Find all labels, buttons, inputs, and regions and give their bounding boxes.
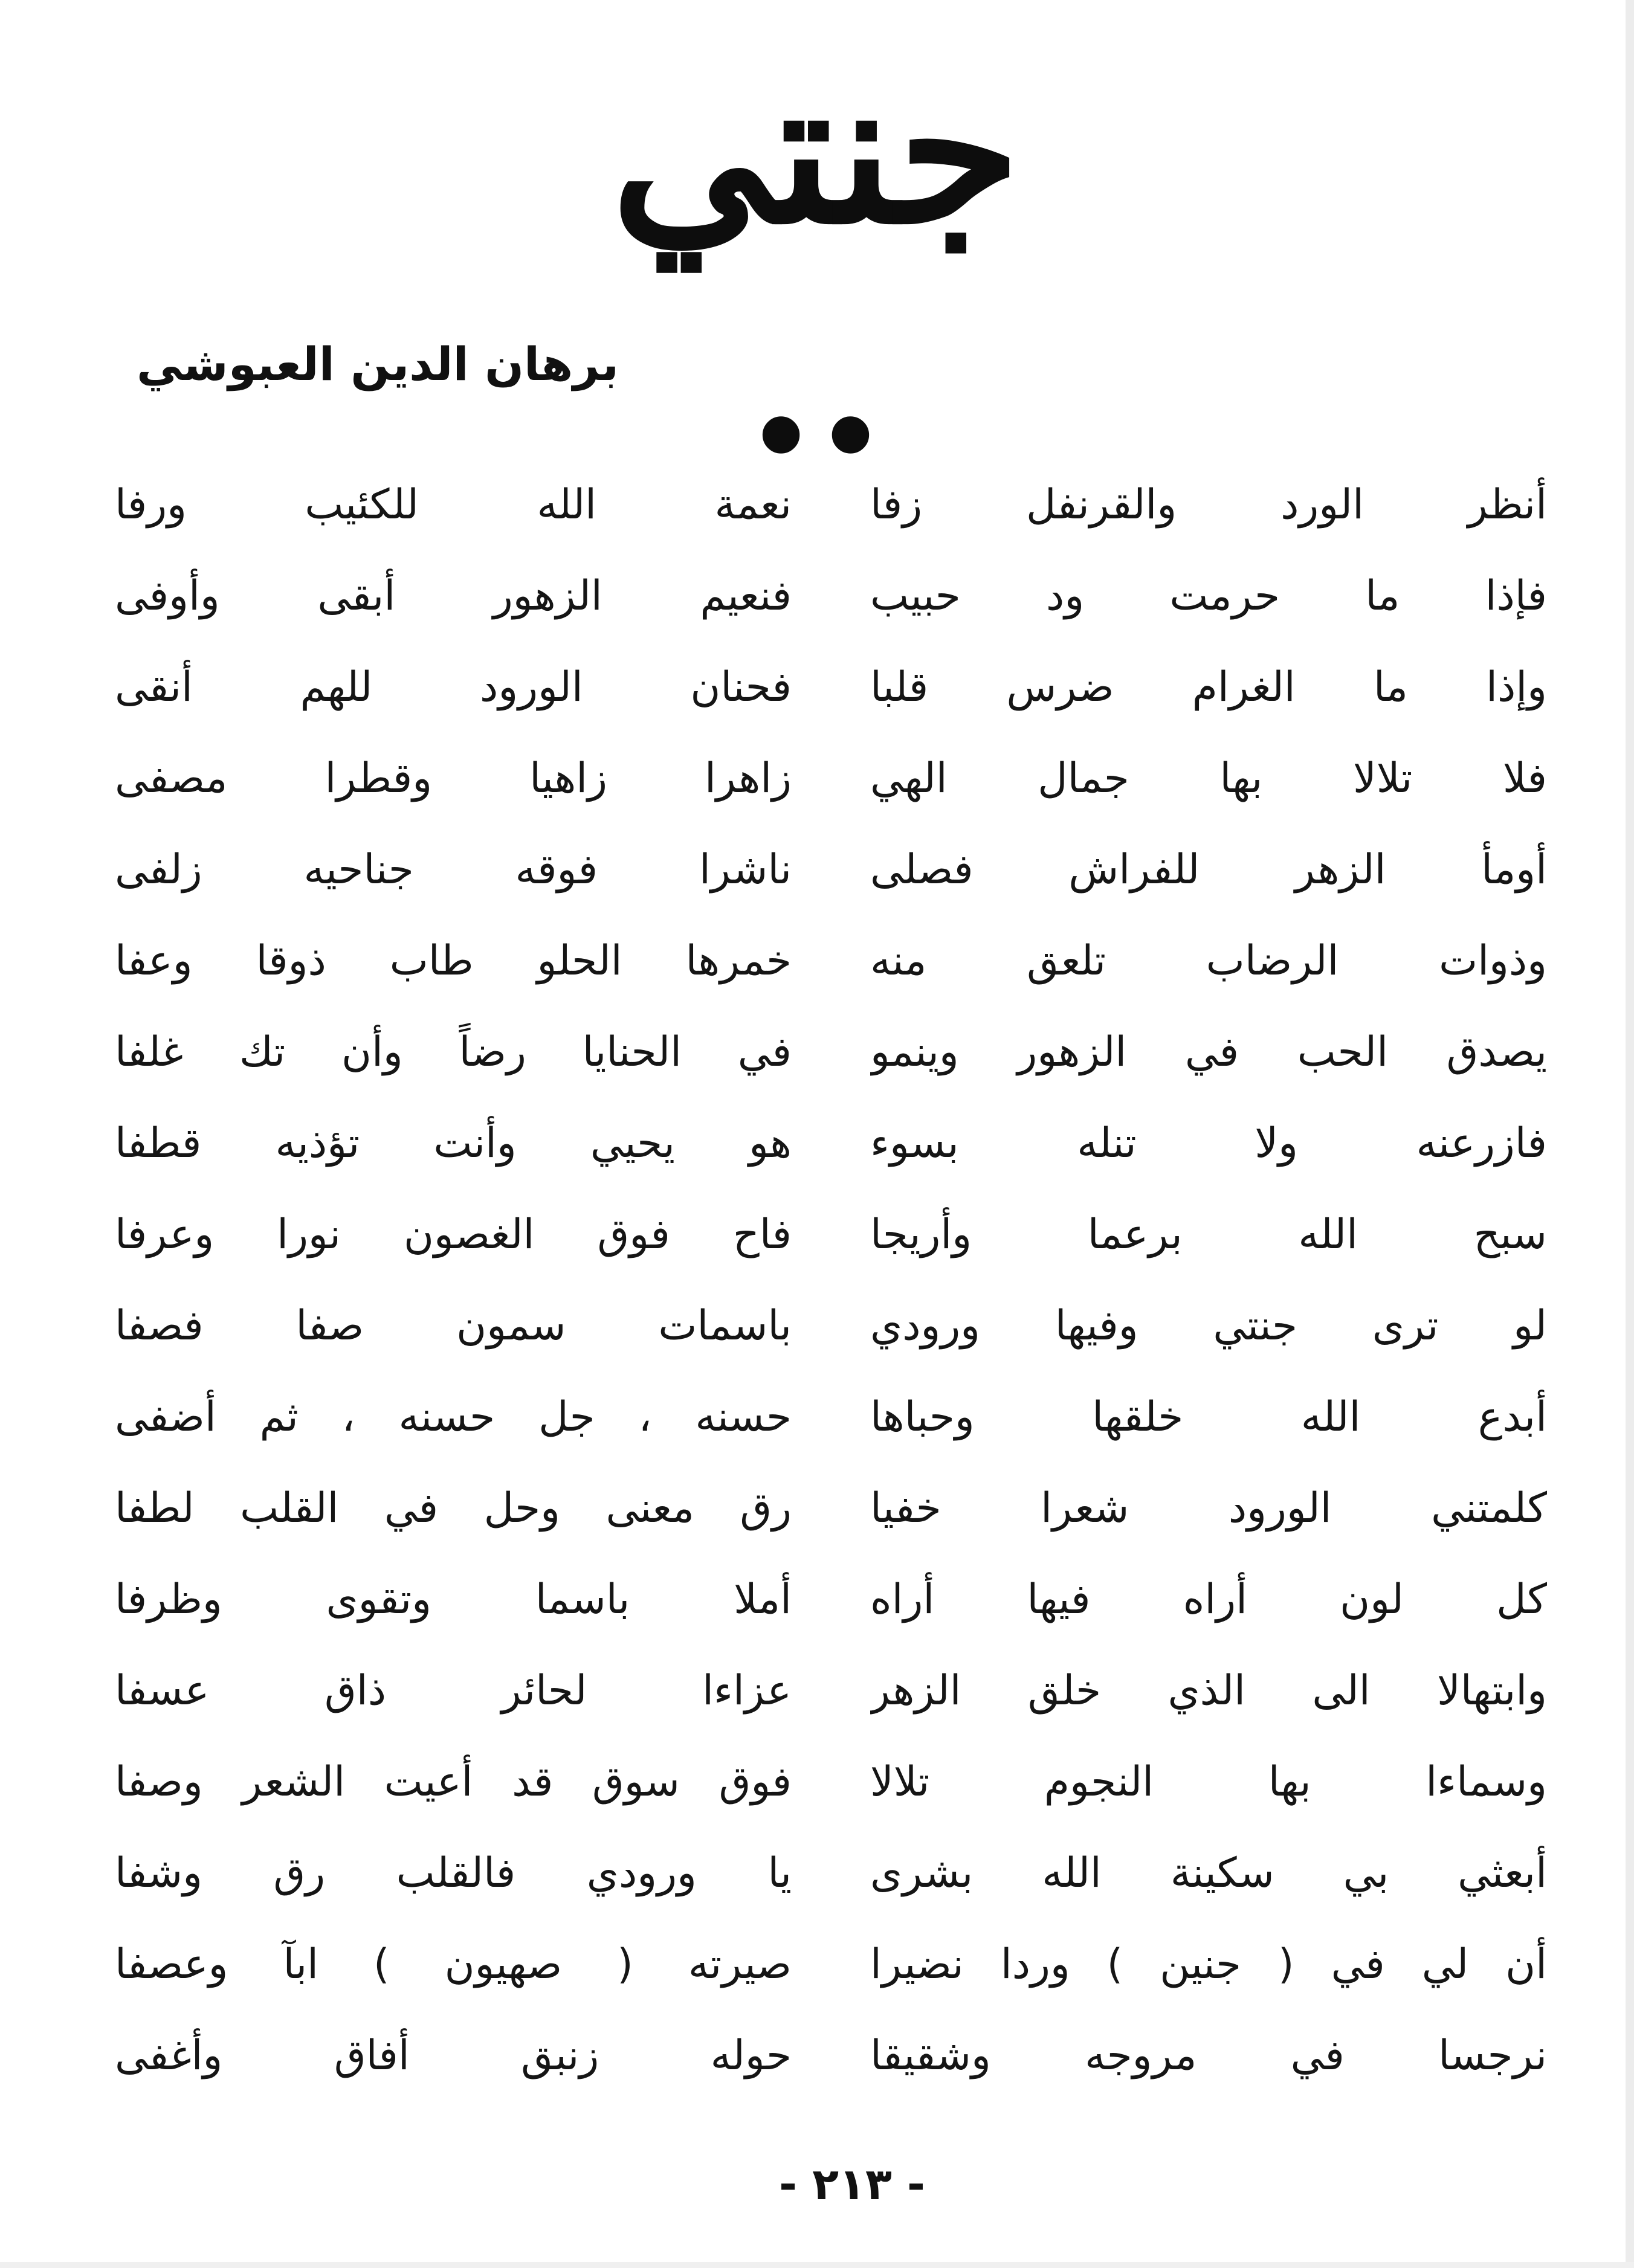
verse-line: صيرته ( صهيون ) ابآ وعصفا — [115, 1941, 792, 1988]
page-number: - ٢١٣ - — [779, 2159, 925, 2209]
verse-line: سبح الله برعما وأريجا — [870, 1211, 1547, 1258]
verse-line: هو يحيي وأنت تؤذيه قطفا — [115, 1120, 792, 1167]
verse-line: وذوات الرضاب تلعق منه — [870, 937, 1547, 985]
verse-line: فحنان الورود للهم أنقى — [115, 663, 792, 711]
verse-line: وسماءا بها النجوم تلالا — [870, 1758, 1547, 1806]
verse-line: يا ورودي فالقلب رق وشفا — [115, 1849, 792, 1897]
poem-right-column — [870, 459, 1547, 2101]
verse-line: يصدق الحب في الزهور وينمو — [870, 1028, 1547, 1076]
verse-line: لو ترى جنتي وفيها ورودي — [870, 1302, 1547, 1350]
verse-line: زاهرا زاهيا وقطرا مصفى — [115, 755, 792, 802]
poem-title: جنتي .. — [610, 34, 1021, 498]
verse-line: فلا تلالا بها جمال الهي — [870, 755, 1547, 802]
verse-line: وإذا ما الغرام ضرس قلبا — [870, 663, 1547, 711]
verse-line: عزاءا لحائر ذاق عسفا — [115, 1667, 792, 1715]
verse-line: كل لون أراه فيها أراه — [870, 1576, 1547, 1623]
verse-line: أن لي في ( جنين ) وردا نضيرا — [870, 1941, 1547, 1988]
verse-line: فوق سوق قد أعيت الشعر وصفا — [115, 1758, 792, 1806]
poem-author: برهان الدين العبوشي — [136, 337, 619, 391]
verse-line: ناشرا فوقه جناحيه زلفى — [115, 846, 792, 894]
page-edge-shadow — [1626, 0, 1634, 2268]
verse-line: كلمتني الورود شعرا خفيا — [870, 1484, 1547, 1532]
verse-line: أبدع الله خلقها وحباها — [870, 1393, 1547, 1441]
poem-left-column — [115, 459, 792, 2101]
verse-line: أبعثي بي سكينة الله بشرى — [870, 1849, 1547, 1897]
verse-line: حوله زنبق أفاق وأغفى — [115, 2032, 792, 2080]
verse-line: حسنه ، جل حسنه ، ثم أضفى — [115, 1393, 792, 1441]
verse-line: خمرها الحلو طاب ذوقا وعفا — [115, 937, 792, 985]
verse-line: أنظر الورد والقرنفل زفا — [870, 481, 1547, 529]
verse-line: في الحنايا رضاً وأن تك غلفا — [115, 1028, 792, 1076]
verse-line: أملا باسما وتقوى وظرفا — [115, 1576, 792, 1623]
verse-line: فاح فوق الغصون نورا وعرفا — [115, 1211, 792, 1258]
verse-line: فإذا ما حرمت ود حبيب — [870, 572, 1547, 620]
page-bottom-edge — [0, 2262, 1634, 2268]
verse-line: فنعيم الزهور أبقى وأوفى — [115, 572, 792, 620]
verse-line: فازرعنه ولا تنله بسوء — [870, 1120, 1547, 1167]
verse-line: باسمات سمون صفا فصفا — [115, 1302, 792, 1350]
verse-line: نعمة الله للكئيب ورفا — [115, 481, 792, 529]
verse-line: رق معنى وحل في القلب لطفا — [115, 1484, 792, 1532]
verse-line: نرجسا في مروجه وشقيقا — [870, 2032, 1547, 2080]
verse-line: أومأ الزهر للفراش فصلى — [870, 846, 1547, 894]
verse-line: وابتهالا الى الذي خلق الزهر — [870, 1667, 1547, 1715]
